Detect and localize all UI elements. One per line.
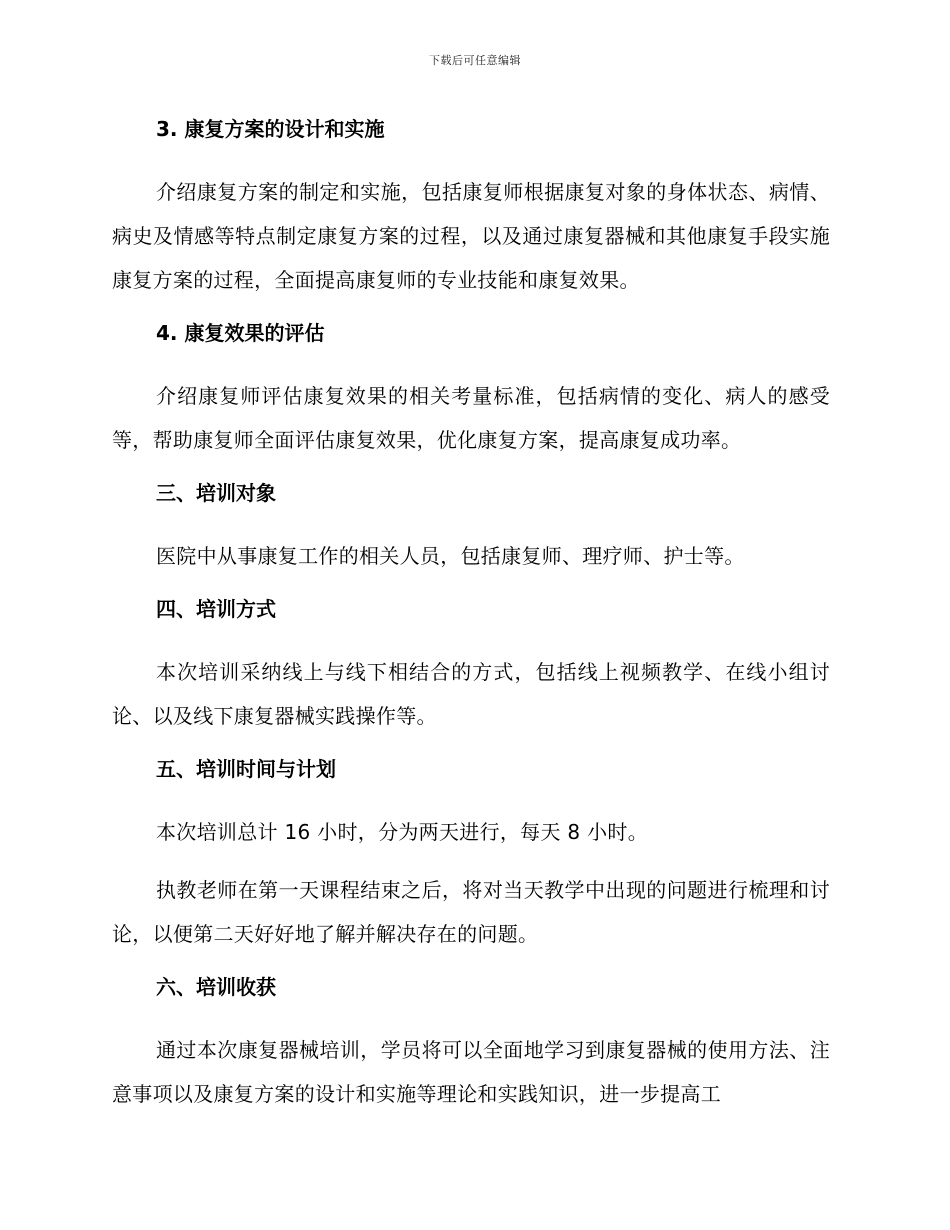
paragraph: 通过本次康复器械培训，学员将可以全面地学习到康复器械的使用方法、注意事项以及康复方案的设计和实施等理论和实践知识，进一步提高工 — [112, 1038, 830, 1106]
section-training-method — [112, 592, 830, 752]
section-heading: 六、培训收获 — [156, 975, 276, 999]
header-note: 下载后可任意编辑 — [429, 54, 521, 67]
paragraph: 介绍康复方案的制定和实施，包括康复师根据康复对象的身体状态、病情、病史及情感等特点制定康复方案的过程，以及通过康复器械和其他康复手段实施康复方案的过程，全面提高康复师的专业技能和康复效果。 — [112, 180, 830, 292]
paragraph: 本次培训采纳线上与线下相结合的方式，包括线上视频教学、在线小组讨论、以及线下康复器械实践操作等。 — [112, 660, 830, 728]
section-training-outcomes — [112, 970, 830, 1116]
section-heading: 3. 康复方案的设计和实施 — [156, 117, 385, 141]
paragraph: 本次培训总计 16 小时，分为两天进行，每天 8 小时。 — [156, 820, 649, 844]
section-heading: 三、培训对象 — [156, 481, 276, 505]
paragraph: 医院中从事康复工作的相关人员，包括康复师、理疗师、护士等。 — [156, 544, 745, 568]
section-training-schedule — [112, 752, 830, 970]
paragraph: 介绍康复师评估康复效果的相关考量标准，包括病情的变化、病人的感受等，帮助康复师全面评估康复效果，优化康复方案，提高康复成功率。 — [112, 384, 830, 452]
section-heading: 四、培训方式 — [156, 597, 276, 621]
document-body — [112, 112, 830, 1116]
paragraph: 执教老师在第一天课程结束之后，将对当天教学中出现的问题进行梳理和讨论，以便第二天好好地了解并解决存在的问题。 — [112, 878, 830, 946]
section-heading: 五、培训时间与计划 — [156, 757, 336, 781]
section-rehab-plan — [112, 112, 830, 316]
section-rehab-evaluation — [112, 316, 830, 476]
section-heading: 4. 康复效果的评估 — [156, 321, 325, 345]
section-training-audience — [112, 476, 830, 592]
